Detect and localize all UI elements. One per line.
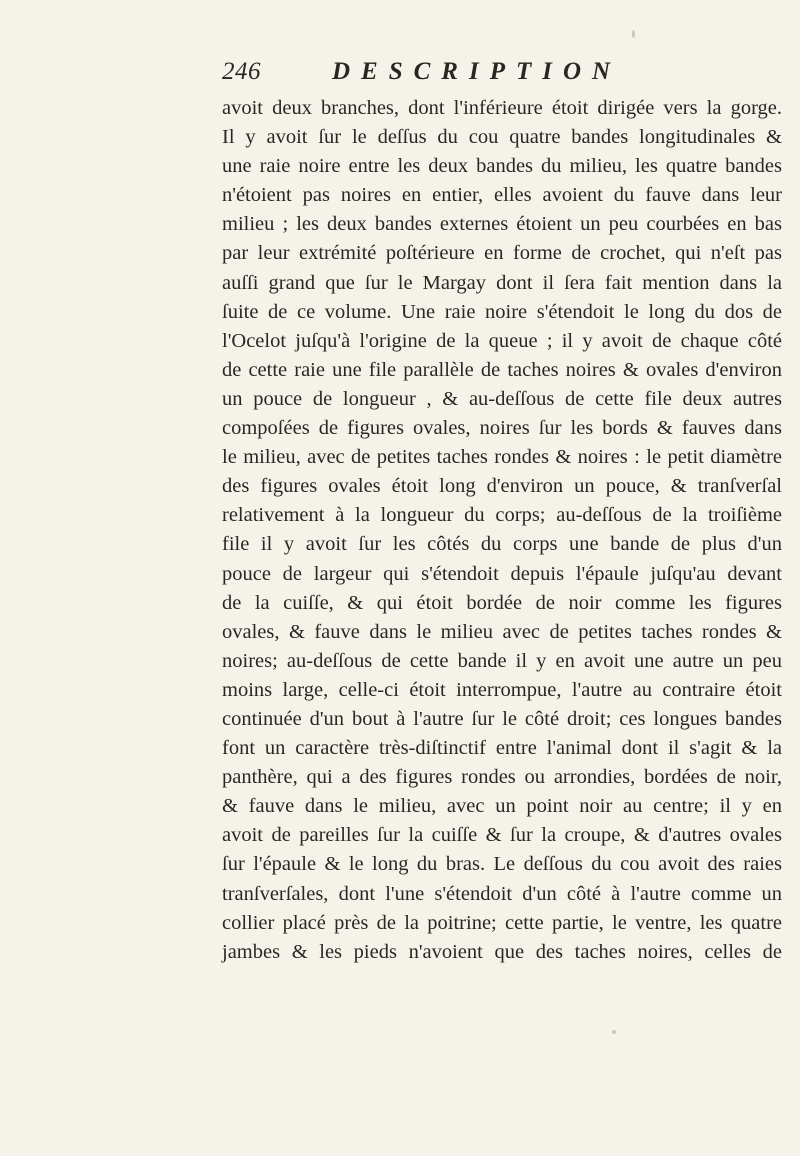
text-line: avoit deux branches, dont l'inférieure étoit dirigée vers la gorge.: [222, 97, 782, 119]
text-line: panthère, qui a des figures rondes ou arrondies, bordées de noir,: [222, 766, 782, 789]
page-header: [222, 58, 632, 98]
text-line: file il y avoit ſur les côtés du corps une bande de plus d'un: [222, 533, 782, 556]
text-line: collier placé près de la poitrine; cette partie, le ventre, les quatre: [222, 911, 782, 934]
text-line: pouce de largeur qui s'étendoit depuis l'épaule juſqu'au devant: [222, 562, 782, 585]
text-line: ovales, & fauve dans le milieu avec de petites taches rondes &: [222, 620, 782, 643]
text-line: continuée d'un bout à l'autre ſur le côté droit; ces longues bandes: [222, 707, 782, 730]
text-line: milieu ; les deux bandes externes étoient un peu courbées en bas: [222, 213, 782, 236]
text-line: Il y avoit ſur le deſſus du cou quatre bandes longitudinales &: [222, 126, 782, 149]
text-line: font un caractère très-diſtinctif entre l'animal dont il s'agit & la: [222, 737, 782, 760]
text-line: compoſées de figures ovales, noires ſur les bords & fauves dans: [222, 417, 782, 440]
text-line: auſſi grand que ſur le Margay dont il ſera fait mention dans la: [222, 271, 782, 294]
text-line: ſuite de ce volume. Une raie noire s'étendoit le long du dos de: [222, 300, 782, 323]
text-line: l'Ocelot juſqu'à l'origine de la queue ; il y avoit de chaque côté: [222, 329, 782, 352]
running-title: DESCRIPTION: [332, 58, 622, 85]
paper-speck: [632, 30, 635, 38]
text-line: de cette raie une file parallèle de taches noires & ovales d'environ: [222, 358, 782, 381]
text-line: le milieu, avec de petites taches rondes & noires : le petit diamètre: [222, 446, 782, 469]
text-line: tranſverſales, dont l'une s'étendoit d'un côté à l'autre comme un: [222, 882, 782, 905]
page-number: 246: [222, 58, 261, 85]
text-line: jambes & les pieds n'avoient que des taches noires, celles de: [222, 940, 782, 963]
text-line: moins large, celle-ci étoit interrompue, l'autre au contraire étoit: [222, 678, 782, 701]
text-line: ſur l'épaule & le long du bras. Le deſſous du cou avoit des raies: [222, 853, 782, 876]
paper-speck: [612, 1030, 616, 1034]
text-line: des figures ovales étoit long d'environ un pouce, & tranſverſal: [222, 475, 782, 498]
body-text: [222, 94, 782, 967]
text-line: noires; au-deſſous de cette bande il y en avoit une autre un peu: [222, 649, 782, 672]
text-line: de la cuiſſe, & qui étoit bordée de noir comme les figures: [222, 591, 782, 614]
text-line: avoit de pareilles ſur la cuiſſe & ſur la croupe, & d'autres ovales: [222, 824, 782, 847]
text-line: n'étoient pas noires en entier, elles avoient du fauve dans leur: [222, 184, 782, 207]
text-line: relativement à la longueur du corps; au-deſſous de la troiſième: [222, 504, 782, 527]
text-line: par leur extrémité poſtérieure en forme de crochet, qui n'eſt pas: [222, 242, 782, 265]
text-line: une raie noire entre les deux bandes du milieu, les quatre bandes: [222, 155, 782, 178]
text-line: un pouce de longueur , & au-deſſous de cette file deux autres: [222, 387, 782, 410]
text-line: & fauve dans le milieu, avec un point noir au centre; il y en: [222, 795, 782, 818]
